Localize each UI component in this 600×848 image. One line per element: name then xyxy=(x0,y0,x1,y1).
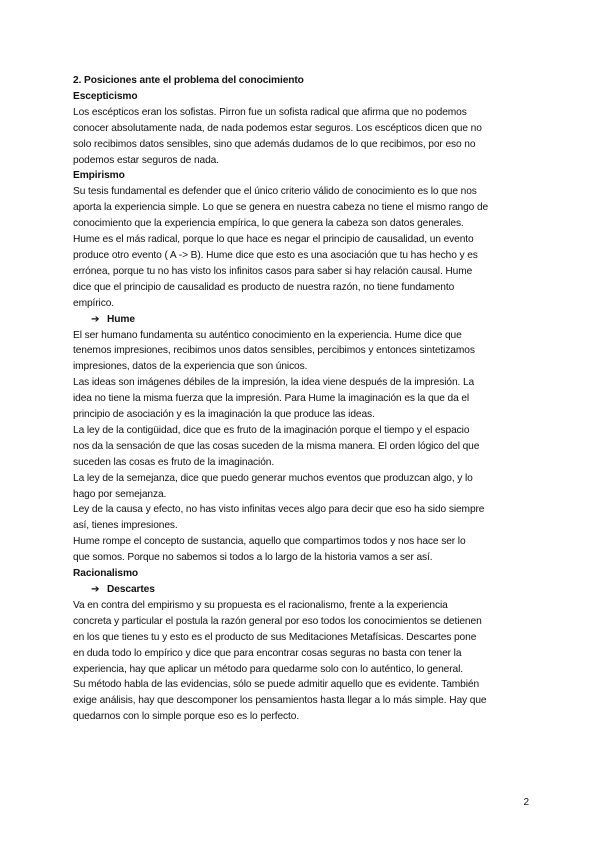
paragraph-escepticismo: Los escépticos eran los sofistas. Pirron fue un sofista radical que afirma que no podemos conocer absolutamente nada, de nada podemos estar seguros. Los escépticos dicen que no solo recibimos datos sensibles, sino que además dudamos de lo que recibimos, por eso no podemos estar seguros de nada. xyxy=(73,106,482,166)
page-number: 2 xyxy=(523,797,529,808)
subheading-hume xyxy=(73,312,528,328)
arrow-right-icon: ➔ xyxy=(91,584,100,595)
subheading-hume-label: Hume xyxy=(107,313,135,325)
paragraph-hume-semejanza: La ley de la semejanza, dice que puedo generar muchos eventos que produzcan algo, y lo hago por semejanza. xyxy=(73,472,473,500)
heading-empirismo: Empirismo xyxy=(73,170,125,182)
paragraph-hume-impresiones: El ser humano fundamenta su auténtico conocimiento en la experiencia. Hume dice que tenemos impresiones, recibimos unos datos sensibles, percibimos y entonces sintetizamos impresiones, datos de la experiencia que son únicos. xyxy=(73,329,475,373)
paragraph-descartes-racionalismo: Va en contra del empirismo y su propuesta es el racionalismo, frente a la experiencia concreta y particular el postula la razón general por eso todos los conocimientos se detienen en los que tienes tu y esto es el producto de sus Meditaciones Metafísicas. Descartes pone en duda todo lo empírico y dice que para encontrar cosas seguras no basta con tener la experiencia, hay que aplicar un método para quedarme solo con lo auténtico, lo general. xyxy=(73,599,482,675)
section-title: 2. Posiciones ante el problema del conocimiento xyxy=(73,75,304,86)
paragraph-descartes-metodo: Su método habla de las evidencias, sólo se puede admitir aquello que es evidente. También exige análisis, hay que descomponer los pensamientos hasta llegar a lo más simple. Hay que quedarnos con lo simple porque eso es lo perfecto. xyxy=(73,679,487,723)
heading-racionalismo: Racionalismo xyxy=(73,568,139,580)
heading-escepticismo: Escepticismo xyxy=(73,90,138,102)
paragraph-hume-contiguidad: La ley de la contigüidad, dice que es fruto de la imaginación porque el tiempo y el espacio nos da la sensación de que las cosas suceden de la misma manera. El orden lógico del que suceden las cosas es fruto de la imaginación. xyxy=(73,424,480,468)
paragraph-hume-causa-efecto: Ley de la causa y efecto, no has visto infinitas veces algo para decir que eso ha sido siempre así, tienes impresiones. xyxy=(73,504,485,532)
paragraph-hume-ideas: Las ideas son imágenes débiles de la impresión, la idea viene después de la impresión. La idea no tiene la misma fuerza que la impresión. Para Hume la imaginación es la que da el principio de asociación y es la imaginación la que produce las ideas. xyxy=(73,377,475,421)
document-body xyxy=(73,73,528,725)
subheading-descartes xyxy=(73,582,528,598)
arrow-right-icon: ➔ xyxy=(91,313,100,325)
paragraph-empirismo: Su tesis fundamental es defender que el único criterio válido de conocimiento es lo que nos aporta la experiencia simple. Lo que se genera en nuestra cabeza no tiene el mismo rango de conocimiento que la experiencia empírica, lo que genera la cabeza son datos generales. Hume es el más radical, porque lo que hace es negar el principio de causalidad, un evento produce otro evento ( A -> B). Hume dice que esto es una asociación que tu has hecho y es errónea, porque tu no has visto los infinitos casos para saber si hay relación causal. Hume dice que el principio de causalidad es producto de nuestra razón, no tiene fundamento empírico. xyxy=(73,186,489,309)
paragraph-hume-sustancia: Hume rompe el concepto de sustancia, aquello que compartimos todos y nos hace ser lo que somos. Porque no sabemos si todos a lo largo de la historia vamos a ser así. xyxy=(73,536,466,564)
subheading-descartes-label: Descartes xyxy=(107,584,155,595)
